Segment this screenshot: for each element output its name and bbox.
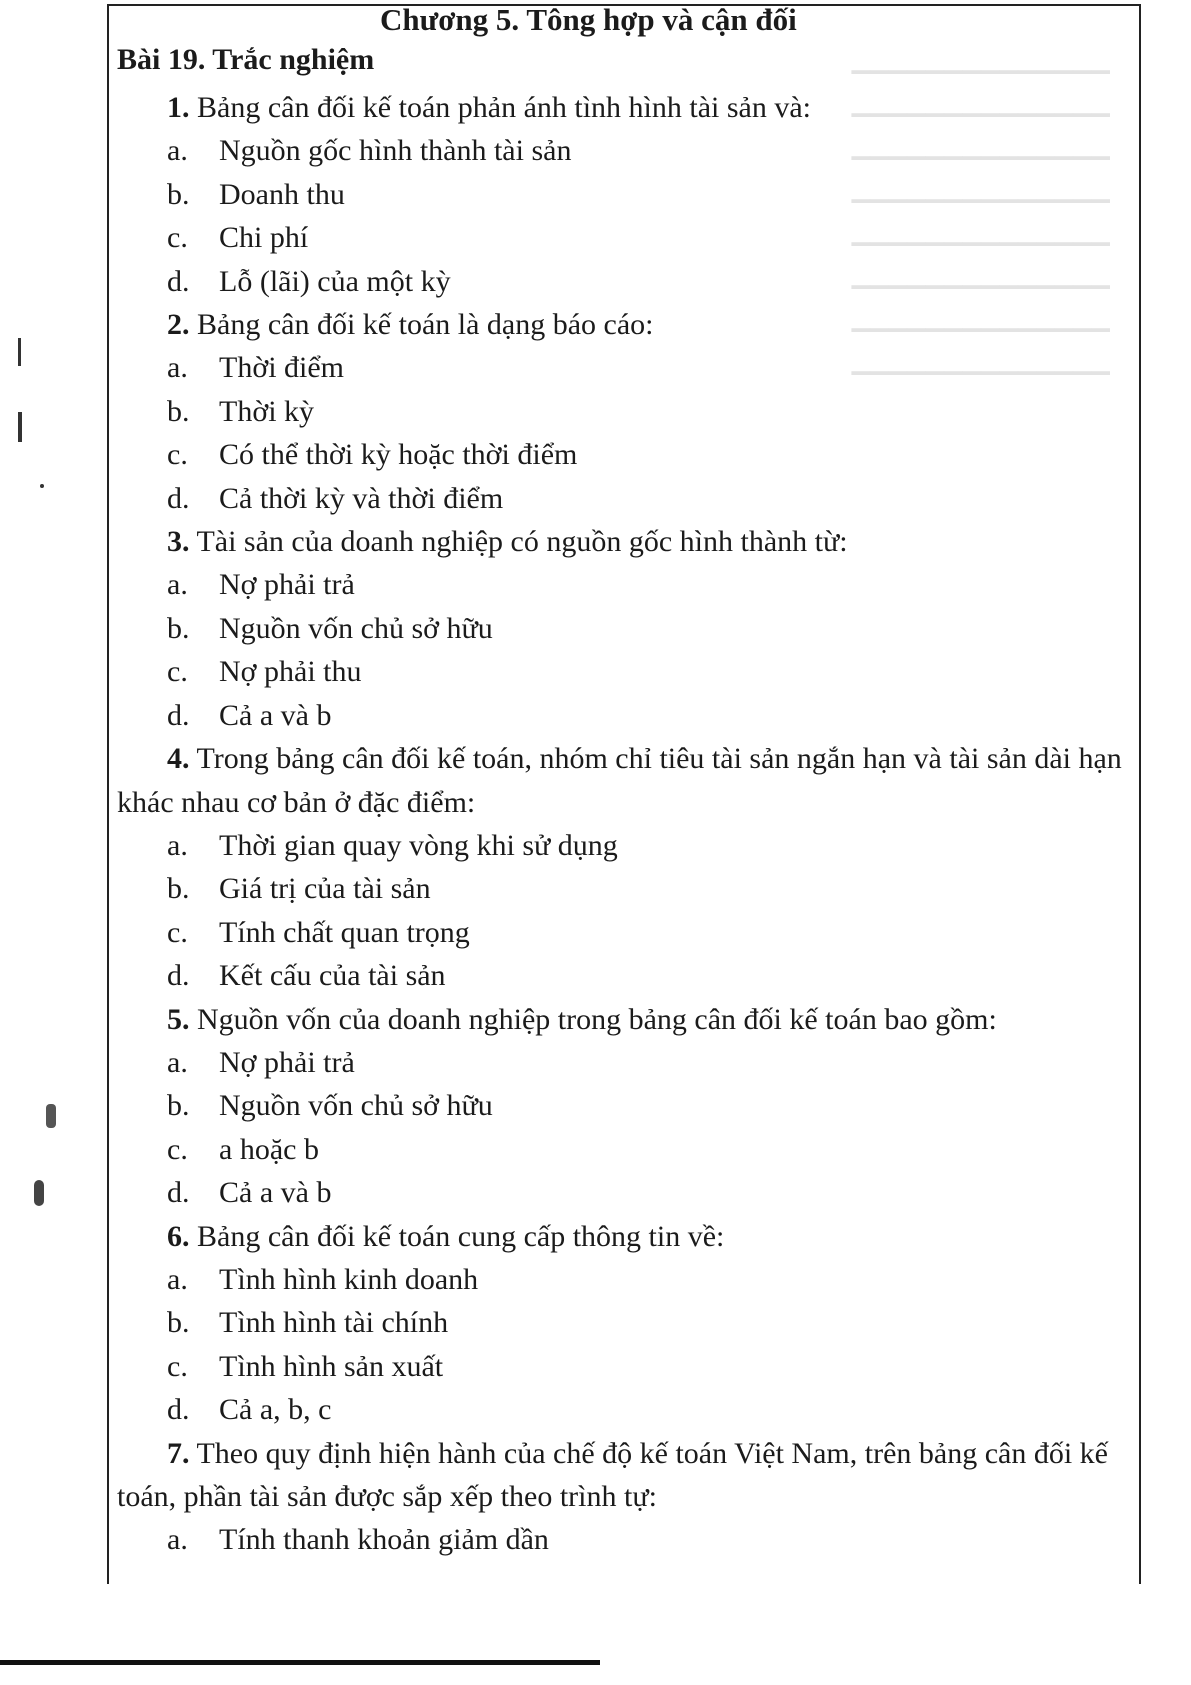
question-text: 1. Bảng cân đối kế toán phản ánh tình hình tài sản và: <box>167 91 812 124</box>
option-text: Có thể thời kỳ hoặc thời điểm <box>219 438 578 472</box>
option <box>117 1128 1127 1171</box>
option-letter: a. <box>167 1045 188 1079</box>
option-letter: a. <box>167 1523 188 1557</box>
option <box>117 607 1127 650</box>
option-text: Doanh thu <box>219 177 345 211</box>
option-letter: a. <box>167 568 188 602</box>
option-text: Nợ phải thu <box>219 655 362 689</box>
question-number: 4. <box>167 742 190 776</box>
option <box>117 954 1127 997</box>
option-letter: c. <box>167 1349 188 1383</box>
option-letter: b. <box>167 872 190 906</box>
question-text: 6. Bảng cân đối kế toán cung cấp thông tin về: <box>167 1219 725 1253</box>
option <box>117 1518 1127 1561</box>
option-text: Kết cấu của tài sản <box>219 959 446 993</box>
option <box>117 1171 1127 1214</box>
option-text: Tính chất quan trọng <box>219 915 470 949</box>
option-letter: b. <box>167 1306 190 1340</box>
question-block <box>117 998 1127 1215</box>
option-letter: b. <box>167 177 190 211</box>
option-letter: d. <box>167 481 190 515</box>
option-text: Cả a, b, c <box>219 1393 332 1427</box>
option-text: Giá trị của tài sản <box>219 872 431 906</box>
question-text: 3. Tài sản của doanh nghiệp có nguồn gốc hình thành từ: <box>167 525 848 559</box>
option <box>117 694 1127 737</box>
question-number: 3. <box>167 525 190 559</box>
option <box>117 346 1127 389</box>
option <box>117 390 1127 433</box>
question-text: 4. Trong bảng cân đối kế toán, nhóm chỉ tiêu tài sản ngắn hạn và tài sản dài hạn khác nhau cơ bản ở đặc điểm: <box>117 742 1122 819</box>
question-list <box>117 86 1127 1562</box>
question-number: 1. <box>167 91 190 124</box>
question-block <box>117 303 1127 520</box>
option-text: Tình hình sản xuất <box>219 1349 444 1383</box>
option <box>117 1301 1127 1344</box>
option-text: Lỗ (lãi) của một kỳ <box>219 264 451 298</box>
option-text: Tính thanh khoản giảm dần <box>219 1523 549 1557</box>
option-letter: a. <box>167 1262 188 1296</box>
option <box>117 650 1127 693</box>
option <box>117 216 1127 259</box>
option <box>117 433 1127 476</box>
option-letter: d. <box>167 698 190 732</box>
scan-mark <box>40 484 44 488</box>
lesson-title: Bài 19. Trắc nghiệm <box>117 43 375 76</box>
option-letter: d. <box>167 959 190 993</box>
option-text: Tình hình tài chính <box>219 1306 449 1340</box>
option-text: Nợ phải trả <box>219 1045 355 1079</box>
option-text: Nợ phải trả <box>219 568 355 602</box>
option <box>117 1041 1127 1084</box>
option-letter: b. <box>167 394 190 428</box>
option <box>117 129 1127 172</box>
option-letter: d. <box>167 264 190 298</box>
option <box>117 173 1127 216</box>
option <box>117 824 1127 867</box>
question-block <box>117 86 1127 303</box>
option <box>117 1258 1127 1301</box>
page-bottom-edge <box>0 1660 600 1665</box>
question-block <box>117 737 1127 997</box>
option-letter: a. <box>167 351 188 385</box>
option-text: Thời gian quay vòng khi sử dụng <box>219 828 618 862</box>
scan-mark <box>46 1104 56 1128</box>
option-text: Thời kỳ <box>219 394 315 428</box>
question-block <box>117 1432 1127 1562</box>
option-letter: c. <box>167 1132 188 1166</box>
option-letter: c. <box>167 915 188 949</box>
question-number: 7. <box>167 1436 190 1470</box>
bleed-through-text: ▁▁▁▁▁▁▁▁▁▁▁▁▁▁ ▁▁▁▁▁▁▁▁▁▁▁▁▁▁ ▁▁▁▁▁▁▁▁▁▁▁▁▁▁ ▁▁▁▁▁▁▁▁▁▁▁▁▁▁ ▁▁▁▁▁▁▁▁▁▁▁▁▁▁ ▁▁▁▁▁▁▁▁▁▁▁▁▁▁ ▁▁▁▁▁▁▁▁▁▁▁▁▁▁ ▁▁▁▁▁▁▁▁▁▁▁▁▁▁ <box>851 48 1110 375</box>
option-text: Thời điểm <box>219 351 345 385</box>
option-letter: a. <box>167 134 188 168</box>
option-text: Cả thời kỳ và thời điểm <box>219 481 504 515</box>
option-text: Cả a và b <box>219 1176 332 1210</box>
chapter-title: Chương 5. Tông hợp và cận đối <box>380 2 797 37</box>
option-letter: a. <box>167 828 188 862</box>
option-letter: d. <box>167 1176 190 1210</box>
option <box>117 477 1127 520</box>
question-block <box>117 1215 1127 1432</box>
scan-mark <box>18 412 22 442</box>
option-letter: c. <box>167 438 188 472</box>
option-letter: c. <box>167 221 188 255</box>
option <box>117 1388 1127 1431</box>
question-text: 7. Theo quy định hiện hành của chế độ kế toán Việt Nam, trên bảng cân đối kế toán, phần tài sản được sắp xếp theo trình tự: <box>117 1436 1108 1513</box>
question-number: 2. <box>167 308 190 342</box>
question-block <box>117 520 1127 737</box>
scan-mark <box>34 1180 44 1206</box>
option-letter: b. <box>167 1089 190 1123</box>
option-text: Nguồn vốn chủ sở hữu <box>219 1089 493 1123</box>
question-number: 5. <box>167 1002 190 1036</box>
option-text: Nguồn vốn chủ sở hữu <box>219 611 493 645</box>
option <box>117 563 1127 606</box>
scan-mark <box>18 338 21 366</box>
question-text: 2. Bảng cân đối kế toán là dạng báo cáo: <box>167 308 654 342</box>
option-text: Nguồn gốc hình thành tài sản <box>219 134 572 168</box>
option <box>117 1345 1127 1388</box>
option <box>117 867 1127 910</box>
option <box>117 1084 1127 1127</box>
option-letter: d. <box>167 1393 190 1427</box>
option-letter: c. <box>167 655 188 689</box>
option-text: a hoặc b <box>219 1132 319 1166</box>
option-text: Cả a và b <box>219 698 332 732</box>
question-text: 5. Nguồn vốn của doanh nghiệp trong bảng cân đối kế toán bao gồm: <box>167 1002 997 1036</box>
option-text: Tình hình kinh doanh <box>219 1262 479 1296</box>
option-text: Chi phí <box>219 221 309 255</box>
question-number: 6. <box>167 1219 190 1253</box>
option-letter: b. <box>167 611 190 645</box>
option <box>117 260 1127 303</box>
option <box>117 911 1127 954</box>
